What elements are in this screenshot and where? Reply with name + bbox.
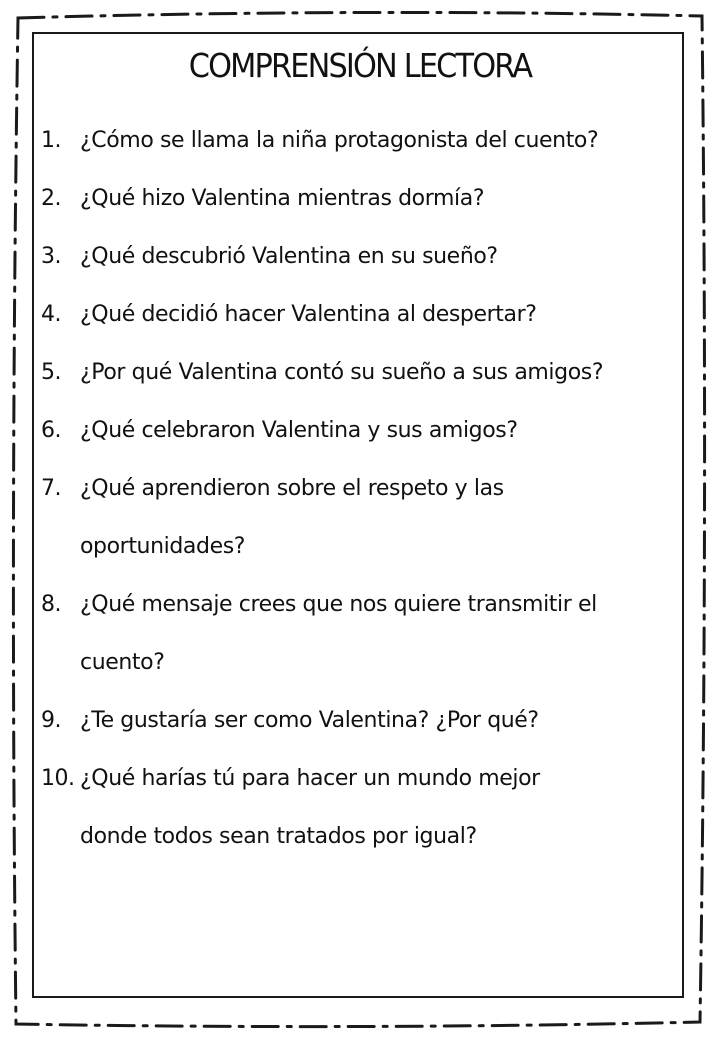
question-text: ¿Por qué Valentina contó su sueño a sus amigos? <box>80 360 604 385</box>
question-number: 5. <box>41 360 61 385</box>
question-item <box>0 286 720 344</box>
question-item <box>0 112 720 170</box>
question-item <box>0 692 720 750</box>
question-list <box>0 112 720 866</box>
page-title: COMPRENSIÓN LECTORA <box>188 46 532 85</box>
question-number: 4. <box>41 302 61 327</box>
question-number: 3. <box>41 244 61 269</box>
question-text: ¿Qué aprendieron sobre el respeto y las oportunidades? <box>80 476 504 559</box>
question-number: 9. <box>41 708 61 733</box>
question-text: ¿Cómo se llama la niña protagonista del cuento? <box>80 128 599 153</box>
question-item <box>0 402 720 460</box>
question-number: 6. <box>41 418 61 443</box>
question-item <box>0 460 720 576</box>
question-text: ¿Qué descubrió Valentina en su sueño? <box>80 244 498 269</box>
question-text: ¿Te gustaría ser como Valentina? ¿Por qué? <box>80 708 539 733</box>
question-text: ¿Qué decidió hacer Valentina al despertar? <box>80 302 537 327</box>
question-text: ¿Qué harías tú para hacer un mundo mejor donde todos sean tratados por igual? <box>80 766 540 849</box>
question-text: ¿Qué celebraron Valentina y sus amigos? <box>80 418 518 443</box>
question-number: 8. <box>41 592 61 617</box>
question-item <box>0 576 720 692</box>
question-number: 2. <box>41 186 61 211</box>
question-item <box>0 228 720 286</box>
question-item <box>0 170 720 228</box>
question-item <box>0 750 720 866</box>
question-number: 1. <box>41 128 61 153</box>
question-text: ¿Qué mensaje crees que nos quiere transmitir el cuento? <box>80 592 597 675</box>
question-item <box>0 344 720 402</box>
question-number: 10. <box>41 766 75 791</box>
question-text: ¿Qué hizo Valentina mientras dormía? <box>80 186 485 211</box>
question-number: 7. <box>41 476 61 501</box>
